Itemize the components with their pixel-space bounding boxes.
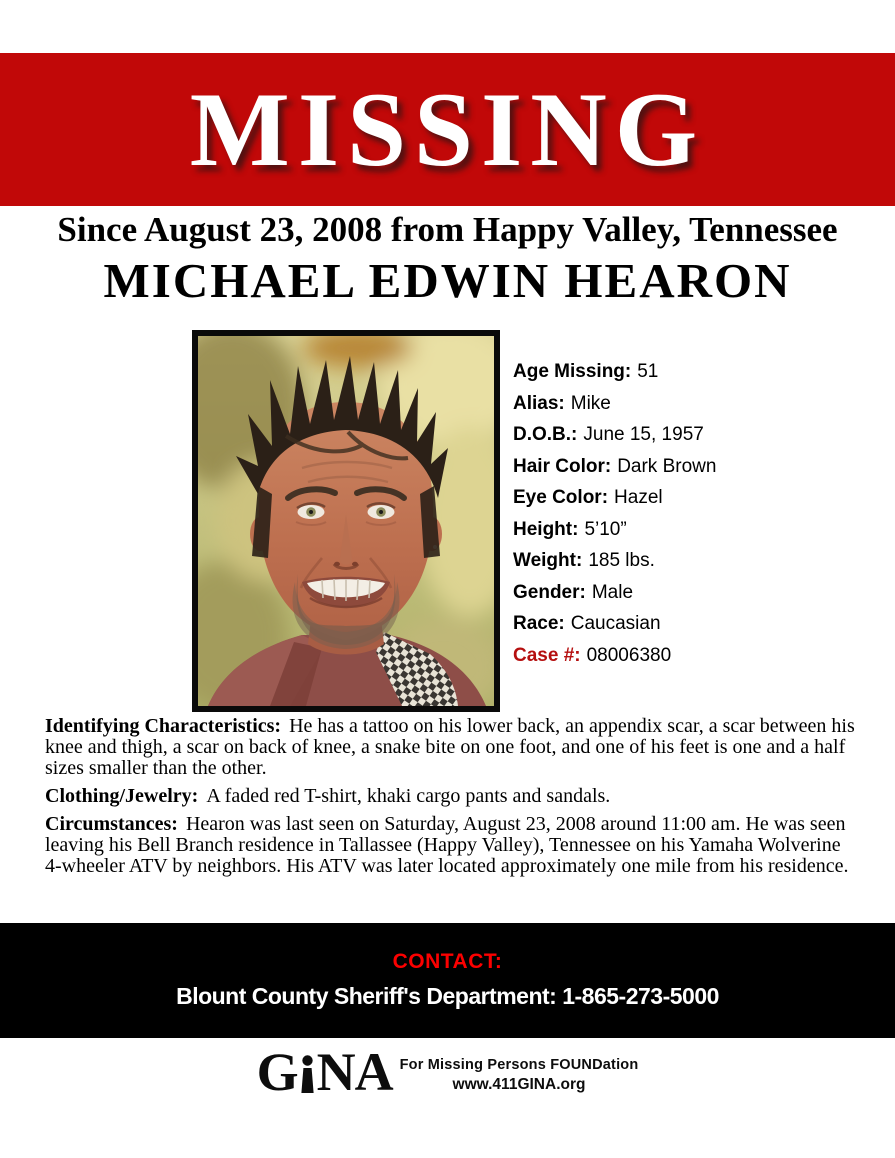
portrait-illustration [198, 336, 494, 706]
missing-since-line: Since August 23, 2008 from Happy Valley, Tennessee [57, 210, 838, 249]
missing-person-photo [192, 330, 500, 712]
gina-wordmark [256, 1042, 393, 1102]
missing-title: MISSING [189, 70, 706, 188]
detail-weight: Weight: 185 lbs. [513, 550, 655, 571]
contact-heading: CONTACT: [392, 950, 503, 973]
contact-bar [0, 923, 895, 1038]
details-list [513, 356, 853, 671]
identifying-characteristics-paragraph: Identifying Characteristics: He has a tattoo on his lower back, an appendix scar, a scar between his knee and thigh, a scar on back of knee, a snake bite on one foot, and one of his feet is one and a half sizes smaller than the other. [45, 715, 855, 779]
detail-age-missing: Age Missing: 51 [513, 361, 659, 382]
gina-tagline: For Missing Persons FOUNDation [399, 1057, 639, 1073]
person-name-heading: MICHAEL EDWIN HEARON [103, 253, 792, 308]
missing-banner [0, 53, 895, 206]
contact-phone-line: Blount County Sheriff's Department: 1-865-273-5000 [176, 983, 719, 1009]
description-section [45, 716, 860, 884]
detail-hair-color: Hair Color: Dark Brown [513, 455, 717, 477]
circumstances-paragraph: Circumstances: Hearon was last seen on Saturday, August 23, 2008 around 11:00 am. He was seen leaving his Bell Branch residence in Tallassee (Happy Valley), Tennessee on his Yamaha Wolverine 4-wheeler ATV by neighbors. His ATV was later located approximately one mile from his residence. [45, 813, 849, 877]
detail-race: Race: Caucasian [513, 613, 661, 634]
gina-letter-g: G [256, 1042, 298, 1102]
gina-letters-na: NA [316, 1042, 393, 1102]
gina-url: www.411GINA.org [452, 1076, 586, 1093]
person-icon [300, 1055, 315, 1093]
gina-logo [0, 1042, 895, 1102]
detail-alias: Alias: Mike [513, 392, 611, 414]
detail-height: Height: 5’10” [513, 518, 627, 540]
gina-logo-text [400, 1057, 639, 1094]
detail-dob: D.O.B.: June 15, 1957 [513, 424, 704, 445]
detail-gender: Gender: Male [513, 581, 634, 603]
clothing-jewelry-paragraph: Clothing/Jewelry: A faded red T-shirt, khaki cargo pants and sandals. [45, 785, 611, 807]
detail-case-number: Case #: 08006380 [513, 644, 672, 666]
detail-eye-color: Eye Color: Hazel [513, 487, 663, 508]
